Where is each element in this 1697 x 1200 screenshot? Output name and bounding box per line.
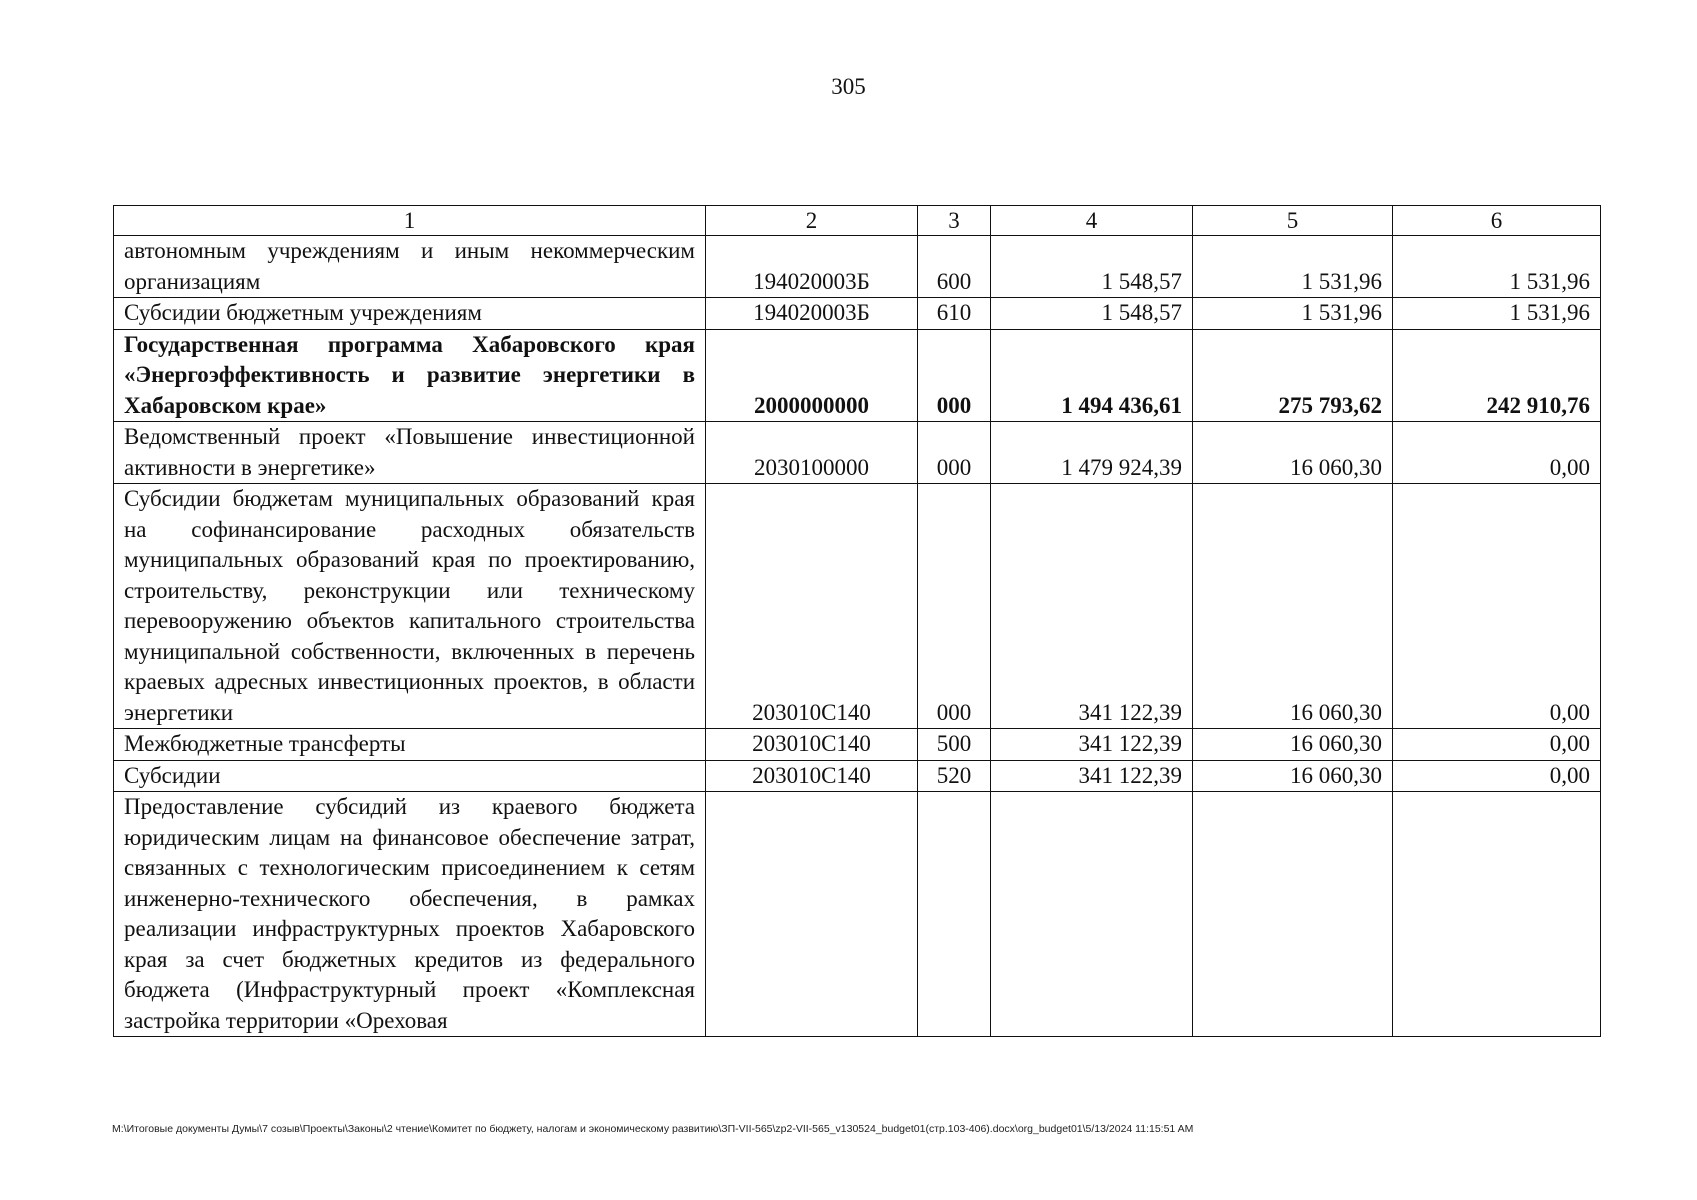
row-target-code [706,792,918,1037]
row-value-col6 [1393,792,1601,1037]
row-target-code: 203010С140 [706,729,918,761]
row-value-col5: 1 531,96 [1193,236,1393,298]
table-header-row [114,206,1601,236]
row-value-col4: 1 494 436,61 [991,329,1193,422]
table-row [114,236,1601,298]
row-description: Субсидии бюджетным учреждениям [114,298,706,330]
row-expense-type: 600 [918,236,991,298]
row-value-col4: 1 479 924,39 [991,422,1193,484]
row-value-col5: 1 531,96 [1193,298,1393,330]
row-description: Межбюджетные трансферты [114,729,706,761]
table-row [114,298,1601,330]
row-description: Ведомственный проект «Повышение инвестиционной активности в энергетике» [114,422,706,484]
row-expense-type: 000 [918,329,991,422]
row-value-col6: 1 531,96 [1393,298,1601,330]
row-value-col6: 0,00 [1393,422,1601,484]
page-number: 305 [831,74,866,99]
row-value-col6: 0,00 [1393,760,1601,792]
row-value-col5: 16 060,30 [1193,760,1393,792]
row-description: Субсидии [114,760,706,792]
row-value-col4 [991,792,1193,1037]
table-row [114,729,1601,761]
table-row [114,484,1601,729]
column-header-2: 2 [706,206,918,236]
row-value-col4: 341 122,39 [991,760,1193,792]
table-row-program [114,329,1601,422]
row-expense-type: 000 [918,484,991,729]
row-target-code: 2000000000 [706,329,918,422]
table-row [114,792,1601,1037]
column-header-1: 1 [114,206,706,236]
row-description: Предоставление субсидий из краевого бюджета юридическим лицам на финансовое обеспечение затрат, связанных с технологическим присоединением к сетям инженерно-технического обеспечения, в рамках реализации инфраструктурных проектов Хабаровского края за счет бюджетных кредитов из федерального бюджета (Инфраструктурный проект «Комплексная застройка территории «Ореховая [114,792,706,1037]
column-header-6: 6 [1393,206,1601,236]
table-row [114,760,1601,792]
row-expense-type: 500 [918,729,991,761]
file-path-footer: M:\Итоговые документы Думы\7 созыв\Проекты\Законы\2 чтение\Комитет по бюджету, налогам и экономическому развитию\ЗП-VII-565\zp2-VII-565_v130524_budget01(стр.103-406).docx\org_budget01\5/13/2024 11:15:51 AM [112,1123,1194,1135]
row-target-code: 2030100000 [706,422,918,484]
row-value-col4: 341 122,39 [991,729,1193,761]
column-header-4: 4 [991,206,1193,236]
row-description: автономным учреждениям и иным некоммерческим организациям [114,236,706,298]
row-target-code: 194020003Б [706,298,918,330]
row-value-col5: 16 060,30 [1193,422,1393,484]
row-value-col6: 0,00 [1393,484,1601,729]
row-target-code: 203010С140 [706,484,918,729]
row-expense-type: 000 [918,422,991,484]
row-value-col6: 1 531,96 [1393,236,1601,298]
row-description: Субсидии бюджетам муниципальных образований края на софинансирование расходных обязательств муниципальных образований края по проектированию, строительству, реконструкции или техническому перевооружению объектов капитального строительства муниципальной собственности, включенных в перечень краевых адресных инвестиционных проектов, в области энергетики [114,484,706,729]
row-value-col5: 275 793,62 [1193,329,1393,422]
column-header-3: 3 [918,206,991,236]
row-expense-type [918,792,991,1037]
table-row [114,422,1601,484]
row-expense-type: 610 [918,298,991,330]
row-value-col4: 341 122,39 [991,484,1193,729]
row-value-col4: 1 548,57 [991,298,1193,330]
row-description: Государственная программа Хабаровского края «Энергоэффективность и развитие энергетики в Хабаровском крае» [114,329,706,422]
row-value-col6: 242 910,76 [1393,329,1601,422]
column-header-5: 5 [1193,206,1393,236]
row-value-col6: 0,00 [1393,729,1601,761]
row-expense-type: 520 [918,760,991,792]
row-value-col5: 16 060,30 [1193,484,1393,729]
budget-table [113,205,1601,1037]
row-value-col4: 1 548,57 [991,236,1193,298]
row-target-code: 194020003Б [706,236,918,298]
row-value-col5: 16 060,30 [1193,729,1393,761]
row-target-code: 203010С140 [706,760,918,792]
row-value-col5 [1193,792,1393,1037]
